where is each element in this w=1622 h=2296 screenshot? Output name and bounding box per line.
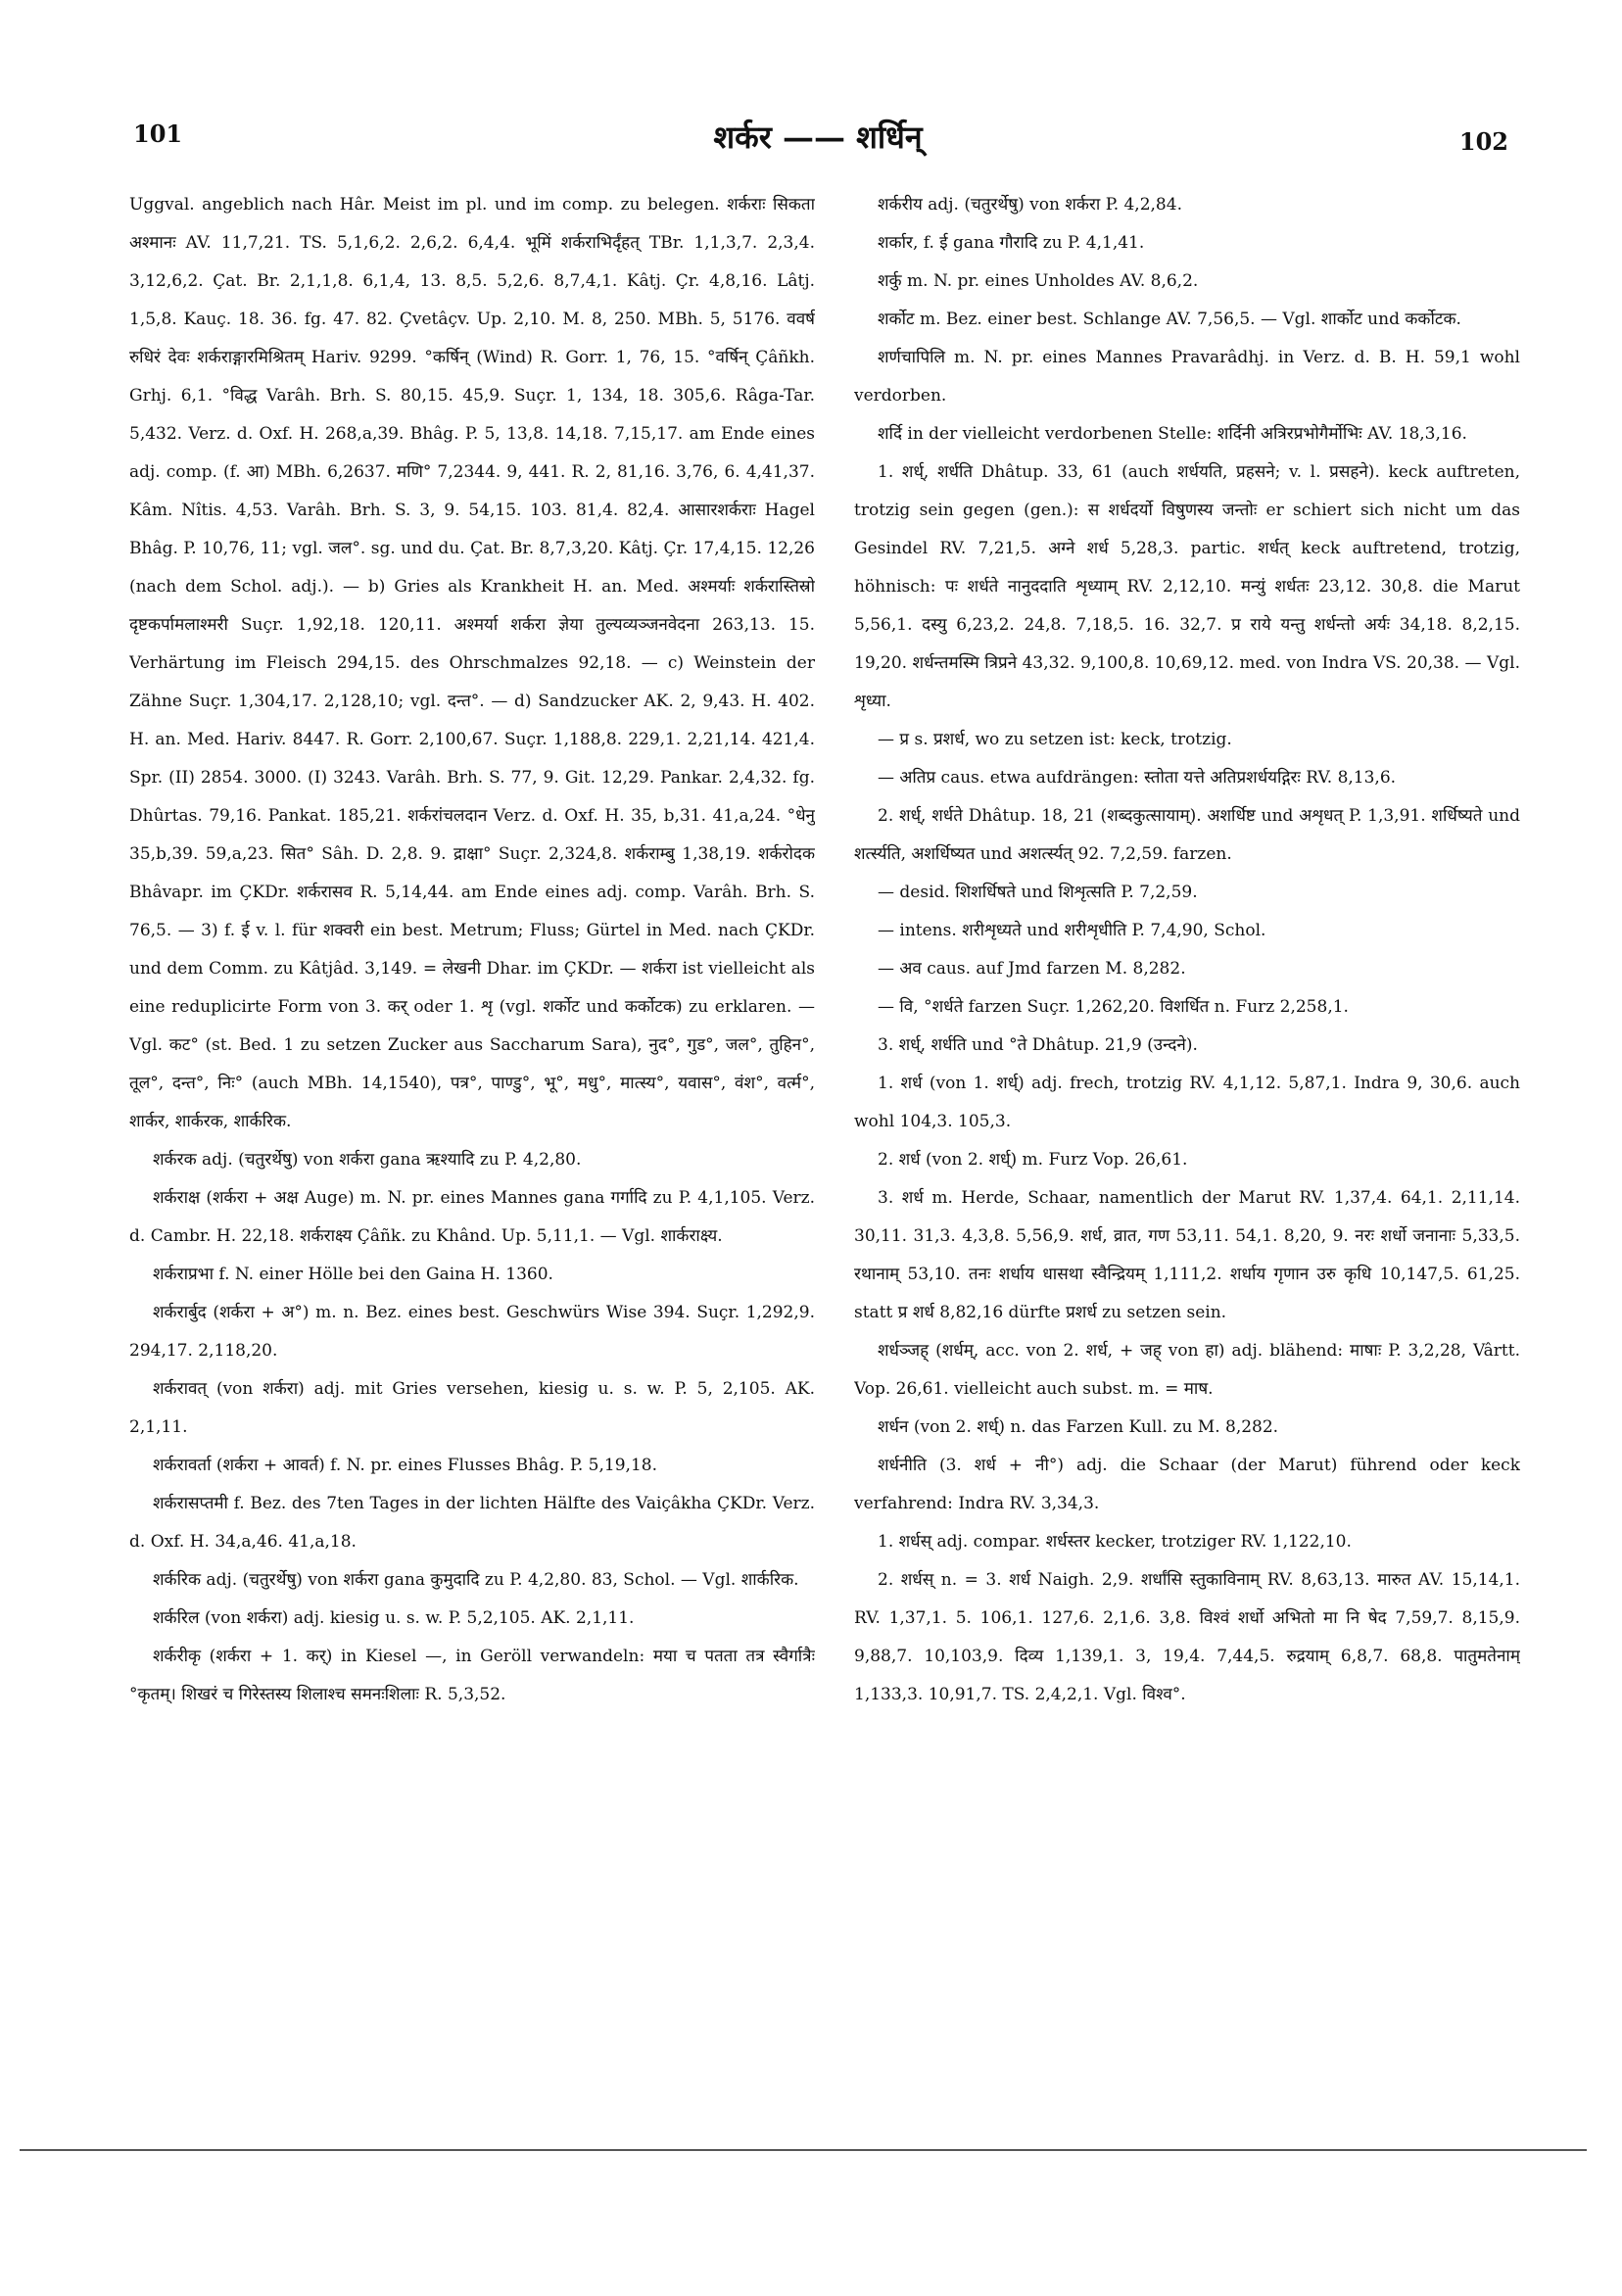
footer-rule	[20, 2149, 1587, 2151]
entry-paragraph: — वि, °शर्धते farzen Suçr. 1,262,20. विशर्धित n. Furz 2,258,1.	[878, 997, 1349, 1017]
entry-paragraph: शर्करीय adj. (चतुरर्थेषु) von शर्करा P. 4,2,84.	[878, 195, 1182, 215]
left-column	[129, 186, 815, 2106]
entry-paragraph: 2. शर्धस् n. = 3. शर्ध Naigh. 2,9. शर्धांसि स्तुकाविनाम् RV. 8,63,13. मारुत AV. 15,14,1. RV. 1,37,1. 5. 106,1. 127,6. 2,1,6. 3,8. विश्वं शर्धो अभितो मा नि षेद 7,59,7. 8,15,9. 9,88,7. 10,103,9. दिव्य 1,139,1. 3, 19,4. 7,44,5. रुद्रयाम् 6,8,7. 68,8. पातुमतेनाम् 1,133,3. 10,91,7. TS. 2,4,2,1. Vgl. विश्व°.	[854, 1570, 1520, 1704]
entry-paragraph: शर्दि in der vielleicht verdorbenen Stelle: शर्दिनी अत्रिरप्रभोगैर्मोभिः AV. 18,3,16.	[878, 424, 1467, 444]
entry-paragraph: शर्धन (von 2. शर्ध्) n. das Farzen Kull. zu M. 8,282.	[878, 1417, 1279, 1437]
entry-paragraph: शर्कराक्ष (शर्करा + अक्ष Auge) m. N. pr. eines Mannes gana गर्गादि zu P. 4,1,105. Verz. d. Cambr. H. 22,18. शर्कराक्ष्य Çâñk. zu Khând. Up. 5,11,1. — Vgl. शार्कराक्ष्य.	[129, 1188, 815, 1246]
entry-paragraph: शर्कु m. N. pr. eines Unholdes AV. 8,6,2.	[878, 271, 1199, 291]
entry-paragraph: शर्करक adj. (चतुरर्थेषु) von शर्करा gana ऋश्यादि zu P. 4,2,80.	[153, 1150, 582, 1170]
entry-paragraph: 2. शर्ध्, शर्धते Dhâtup. 18, 21 (शब्दकुत्सायाम्). अशर्धिष्ट und अशृधत् P. 1,3,91. शर्धिष्यते und शर्त्स्यति, अशर्धिष्यत und अशर्त्स्यत् 92. 7,2,59. farzen.	[854, 806, 1520, 864]
entry-paragraph: शर्करासप्तमी f. Bez. des 7ten Tages in der lichten Hälfte des Vaiçâkha ÇKDr. Verz. d. Oxf. H. 34,a,46. 41,a,18.	[129, 1494, 815, 1552]
entry-paragraph: शर्करिक adj. (चतुरर्थेषु) von शर्करा gana कुमुदादि zu P. 4,2,80. 83, Schol. — Vgl. शार्करिक.	[153, 1570, 799, 1590]
entry-paragraph: शर्करीकृ (शर्करा + 1. कर्) in Kiesel —, in Geröll verwandeln: मया च पतता तत्र स्वैर्गात्रैः °कृतम्। शिखरं च गिरेस्तस्य शिलाश्च समनःशिलाः R. 5,3,52.	[129, 1647, 815, 1704]
entry-paragraph: शर्कार, f. ई gana गौरादि zu P. 4,1,41.	[878, 233, 1145, 253]
entry-paragraph: 3. शर्ध्, शर्धति und °ते Dhâtup. 21,9 (उन्दने).	[878, 1035, 1198, 1055]
entry-paragraph: 1. शर्ध (von 1. शर्ध्) adj. frech, trotzig RV. 4,1,12. 5,87,1. Indra 9, 30,6. auch wohl 104,3. 105,3.	[854, 1074, 1520, 1131]
entry-paragraph: — अतिप्र caus. etwa aufdrängen: स्तोता यत्ते अतिप्रशर्धयद्गिरः RV. 8,13,6.	[878, 768, 1397, 788]
entry-paragraph: — प्र s. प्रशर्ध, wo zu setzen ist: keck, trotzig.	[878, 730, 1232, 749]
entry-paragraph: शर्करावत् (von शर्करा) adj. mit Gries versehen, kiesig u. s. w. P. 5, 2,105. AK. 2,1,11.	[129, 1379, 815, 1437]
entry-paragraph: शर्करावर्ता (शर्करा + आवर्त) f. N. pr. eines Flusses Bhâg. P. 5,19,18.	[153, 1456, 657, 1475]
entry-paragraph: — intens. शरीशृध्यते und शरीशृधीति P. 7,4,90, Schol.	[878, 921, 1266, 940]
entry-paragraph: 2. शर्ध (von 2. शर्ध्) m. Furz Vop. 26,61.	[878, 1150, 1188, 1170]
entry-paragraph: शर्णचापिलि m. N. pr. eines Mannes Pravarâdhj. in Verz. d. B. H. 59,1 wohl verdorben.	[854, 348, 1520, 406]
entry-paragraph: शर्कोट m. Bez. einer best. Schlange AV. 7,56,5. — Vgl. शार्कोट und कर्कोटक.	[878, 310, 1461, 329]
entry-paragraph: — desid. शिशर्धिषते und शिशृत्सति P. 7,2,59.	[878, 883, 1198, 902]
entry-paragraph: 1. शर्धस् adj. compar. शर्धस्तर kecker, trotziger RV. 1,122,10.	[878, 1532, 1352, 1552]
entry-paragraph: — अव caus. auf Jmd farzen M. 8,282.	[878, 959, 1186, 979]
entry-paragraph: Uggval. angeblich nach Hâr. Meist im pl. und im comp. zu belegen. शर्कराः सिकता अश्मानः AV. 11,7,21. TS. 5,1,6,2. 2,6,2. 6,4,4. भूमिं शर्कराभिर्दृंहत् TBr. 1,1,3,7. 2,3,4. 3,12,6,2. Çat. Br. 2,1,1,8. 6,1,4, 13. 8,5. 5,2,6. 8,7,4,1. Kâtj. Çr. 4,8,16. Lâtj. 1,5,8. Kauç. 18. 36. fg. 47. 82. Çvetâçv. Up. 2,10. M. 8, 250. MBh. 5, 5176. ववर्ष रुधिरं देवः शर्कराङ्गारमिश्रितम् Hariv. 9299. °कर्षिन् (Wind) R. Gorr. 1, 76, 15. °वर्षिन् Çâñkh. Grhj. 6,1. °विद्ध Varâh. Brh. S. 80,15. 45,9. Suçr. 1, 134, 18. 305,6. Râga-Tar. 5,432. Verz. d. Oxf. H. 268,a,39. Bhâg. P. 5, 13,8. 14,18. 7,15,17. am Ende eines adj. comp. (f. आ) MBh. 6,2637. मणि° 7,2344. 9, 441. R. 2, 81,16. 3,76, 6. 4,41,37. Kâm. Nîtis. 4,53. Varâh. Brh. S. 3, 9. 54,15. 103. 81,4. 82,4. आसारशर्कराः Hagel Bhâg. P. 10,76, 11; vgl. जल°. sg. und du. Çat. Br. 8,7,3,20. Kâtj. Çr. 17,4,15. 12,26 (nach dem Schol. adj.). — b) Gries als Krankheit H. an. Med. अश्मर्याः शर्करास्तिस्रो दृष्टकर्पामलाश्मरी Suçr. 1,92,18. 120,11. अश्मर्या शर्करा ज्ञेया तुल्यव्यञ्जनवेदना 263,13. 15. Verhärtung im Fleisch 294,15. des Ohrschmalzes 92,18. — c) Weinstein der Zähne Suçr. 1,304,17. 2,128,10; vgl. दन्त°. — d) Sandzucker AK. 2, 9,43. H. 402. H. an. Med. Hariv. 8447. R. Gorr. 2,100,67. Suçr. 1,188,8. 229,1. 2,21,14. 421,4. Spr. (II) 2854. 3000. (I) 3243. Varâh. Brh. S. 77, 9. Git. 12,29. Pankar. 2,4,32. fg. Dhûrtas. 79,16. Pankat. 185,21. शर्करांचलदान Verz. d. Oxf. H. 35, b,31. 41,a,24. °धेनु 35,b,39. 59,a,23. सित° Sâh. D. 2,8. 9. द्राक्षा° Suçr. 2,324,8. शर्कराम्बु 1,38,19. शर्करोदक Bhâvapr. im ÇKDr. शर्करासव R. 5,14,44. am Ende eines adj. comp. Varâh. Brh. S. 76,5. — 3) f. ई v. l. für शक्वरी ein best. Metrum; Fluss; Gürtel in Med. nach ÇKDr. und dem Comm. zu Kâtjâd. 3,149. = लेखनी Dhar. im ÇKDr. — शर्करा ist vielleicht als eine reduplicirte Form von 3. कर् oder 1. शृ (vgl. शर्कोट und कर्कोटक) zu erklaren. — Vgl. कट° (st. Bed. 1 zu setzen Zucker aus Saccharum Sara), नुद°, गुड°, जल°, तुहिन°, तूल°, दन्त°, निः° (auch MBh. 14,1540), पत्र°, पाण्डु°, भू°, मधु°, मात्स्य°, यवास°, वंश°, वर्त्म°, शार्कर, शार्करक, शार्करिक.	[129, 195, 815, 1131]
entry-paragraph: शर्करिल (von शर्करा) adj. kiesig u. s. w. P. 5,2,105. AK. 2,1,11.	[153, 1608, 635, 1628]
entry-paragraph: 3. शर्ध m. Herde, Schaar, namentlich der Marut RV. 1,37,4. 64,1. 2,11,14. 30,11. 31,3. 4,3,8. 5,56,9. शर्ध, व्रात, गण 53,11. 54,1. 8,20, 9. नरः शर्धो जनानाः 5,33,5. रथानाम् 53,10. तनः शर्धाय धासथा स्वैन्द्रियम् 1,111,2. शर्धाय गृणान उरु कृधि 10,147,5. 61,25. statt प्र शर्ध 8,82,16 dürfte प्रशर्ध zu setzen sein.	[854, 1188, 1520, 1322]
right-column	[854, 186, 1520, 2106]
entry-paragraph: शर्धनीति (3. शर्ध + नी°) adj. die Schaar (der Marut) führend oder keck verfahrend: Indra RV. 3,34,3.	[854, 1456, 1520, 1513]
running-head: शर्कर —— शर्धिन्	[713, 119, 923, 156]
entry-paragraph: शर्करार्बुद (शर्करा + अ°) m. n. Bez. eines best. Geschwürs Wise 394. Suçr. 1,292,9. 294,17. 2,118,20.	[129, 1303, 815, 1361]
entry-paragraph: शर्कराप्रभा f. N. einer Hölle bei den Gaina H. 1360.	[153, 1265, 553, 1284]
page-number-right: 102	[1458, 127, 1508, 156]
page-number-left: 101	[133, 120, 183, 148]
page-header	[127, 116, 1508, 165]
entry-paragraph: 1. शर्ध्, शर्धति Dhâtup. 33, 61 (auch शर्धयति, प्रहसने; v. l. प्रसहने). keck auftreten, trotzig sein gegen (gen.): स शर्धदर्यो विषुणस्य जन्तोः er schiert sich nicht um das Gesindel RV. 7,21,5. अग्ने शर्ध 5,28,3. partic. शर्धत् keck auftretend, trotzig, höhnisch: पः शर्धते नानुददाति शृध्याम् RV. 2,12,10. मन्युं शर्धतः 23,12. 30,8. die Marut 5,56,1. दस्यु 6,23,2. 24,8. 7,18,5. 16. 32,7. प्र राये यन्तु शर्धन्तो अर्यः 34,18. 8,2,15. 19,20. शर्धन्तमस्मि त्रिप्रने 43,32. 9,100,8. 10,69,12. med. von Indra VS. 20,38. — Vgl. शृध्या.	[854, 462, 1520, 711]
entry-paragraph: शर्धञ्जह् (शर्धम्, acc. von 2. शर्ध, + जह् von हा) adj. blähend: माषाः P. 3,2,28, Vârtt. Vop. 26,61. vielleicht auch subst. m. = माष.	[854, 1341, 1520, 1399]
